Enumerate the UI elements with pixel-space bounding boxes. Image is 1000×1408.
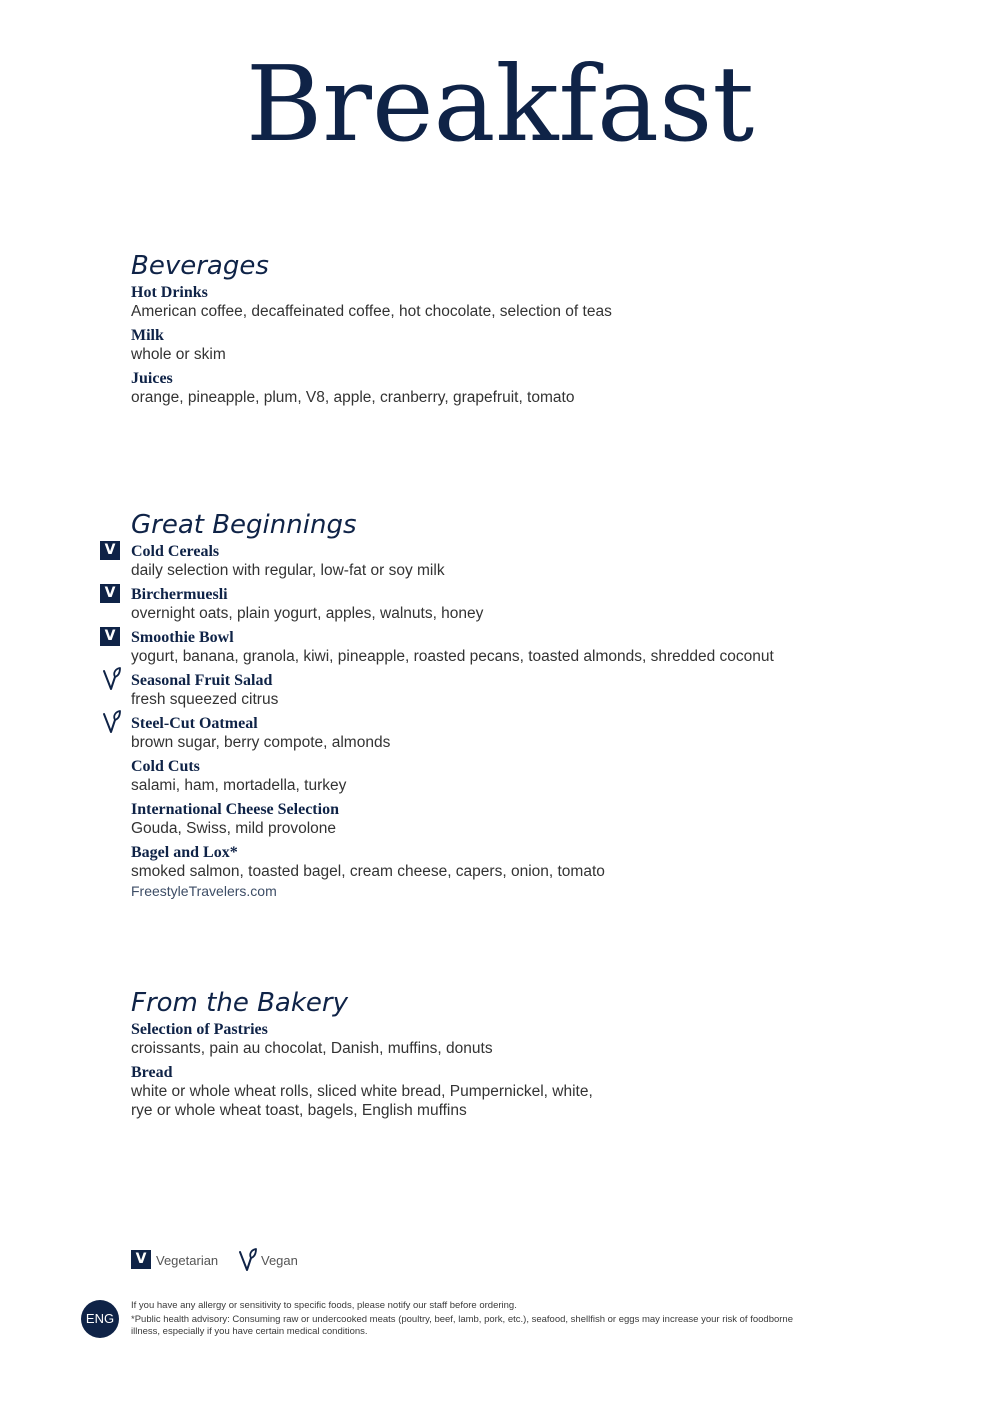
menu-item <box>131 284 911 321</box>
menu-item <box>131 672 911 709</box>
item-name: Milk <box>131 327 164 344</box>
item-name: Cold Cereals <box>131 543 220 560</box>
item-description: American coffee, decaffeinated coffee, hot chocolate, selection of teas <box>131 303 612 320</box>
vegan-leaf-icon <box>238 1248 258 1272</box>
vegetarian-badge: V <box>100 541 120 560</box>
menu-item <box>104 585 911 623</box>
section-title: Beverages <box>131 251 269 281</box>
menu-item <box>131 715 911 752</box>
menu-item <box>104 542 911 580</box>
item-description: overnight oats, plain yogurt, apples, walnuts, honey <box>131 605 484 622</box>
menu-item <box>131 1021 911 1058</box>
item-name: International Cheese Selection <box>131 801 339 818</box>
item-description: daily selection with regular, low-fat or soy milk <box>131 562 445 579</box>
footnotes <box>131 1300 821 1340</box>
language-badge: ENG <box>81 1300 119 1338</box>
allergy-note: If you have any allergy or sensitivity to specific foods, please notify our staff before ordering. <box>131 1300 517 1311</box>
menu-item <box>131 844 911 900</box>
item-description: orange, pineapple, plum, V8, apple, cranberry, grapefruit, tomato <box>131 389 575 406</box>
health-advisory-note: *Public health advisory: Consuming raw or undercooked meats (poultry, beef, lamb, pork, etc.), seafood, shellfish or eggs may increase your risk of foodborne illness, especially if you have certain medical conditions. <box>131 1314 793 1337</box>
item-name: Seasonal Fruit Salad <box>131 672 273 689</box>
section-beverages <box>131 250 911 413</box>
item-description: Gouda, Swiss, mild provolone <box>131 820 337 837</box>
vegan-leaf-icon <box>102 667 122 691</box>
item-description: brown sugar, berry compote, almonds <box>131 734 391 751</box>
item-description: salami, ham, mortadella, turkey <box>131 777 347 794</box>
item-description: smoked salmon, toasted bagel, cream cheese, capers, onion, tomato <box>131 863 605 880</box>
item-description: fresh squeezed citrus <box>131 691 279 708</box>
vegetarian-badge: V <box>131 1250 151 1269</box>
watermark-text: FreestyleTravelers.com <box>131 883 277 899</box>
vegetarian-badge: V <box>100 584 120 603</box>
vegetarian-badge: V <box>100 627 120 646</box>
legend-vegetarian-label: Vegetarian <box>156 1253 219 1268</box>
item-name: Bread <box>131 1064 173 1081</box>
item-name: Cold Cuts <box>131 758 200 775</box>
menu-item <box>131 370 911 407</box>
menu-item <box>131 1064 911 1120</box>
section-great-beginnings <box>104 509 911 906</box>
menu-item <box>131 801 911 838</box>
item-name: Selection of Pastries <box>131 1021 268 1038</box>
vegan-leaf-icon <box>102 710 122 734</box>
menu-item <box>131 758 911 795</box>
section-title: From the Bakery <box>131 988 348 1018</box>
menu-item <box>131 327 911 364</box>
item-name: Smoothie Bowl <box>131 629 234 646</box>
item-name: Steel-Cut Oatmeal <box>131 715 258 732</box>
item-description: whole or skim <box>131 346 226 363</box>
item-name: Bagel and Lox* <box>131 844 238 861</box>
item-description: yogurt, banana, granola, kiwi, pineapple, roasted pecans, toasted almonds, shredded coconut <box>131 648 774 665</box>
item-name: Birchermuesli <box>131 586 228 603</box>
item-name: Hot Drinks <box>131 284 208 301</box>
item-description: croissants, pain au chocolat, Danish, muffins, donuts <box>131 1040 493 1057</box>
legend-vegan-label: Vegan <box>261 1253 298 1268</box>
item-description: white or whole wheat rolls, sliced white bread, Pumpernickel, white, rye or whole wheat toast, bagels, English muffins <box>131 1083 593 1119</box>
menu-item <box>104 628 911 666</box>
section-title: Great Beginnings <box>131 510 357 540</box>
page-title: Breakfast <box>245 43 755 165</box>
section-from-the-bakery <box>131 987 911 1126</box>
item-name: Juices <box>131 370 173 387</box>
